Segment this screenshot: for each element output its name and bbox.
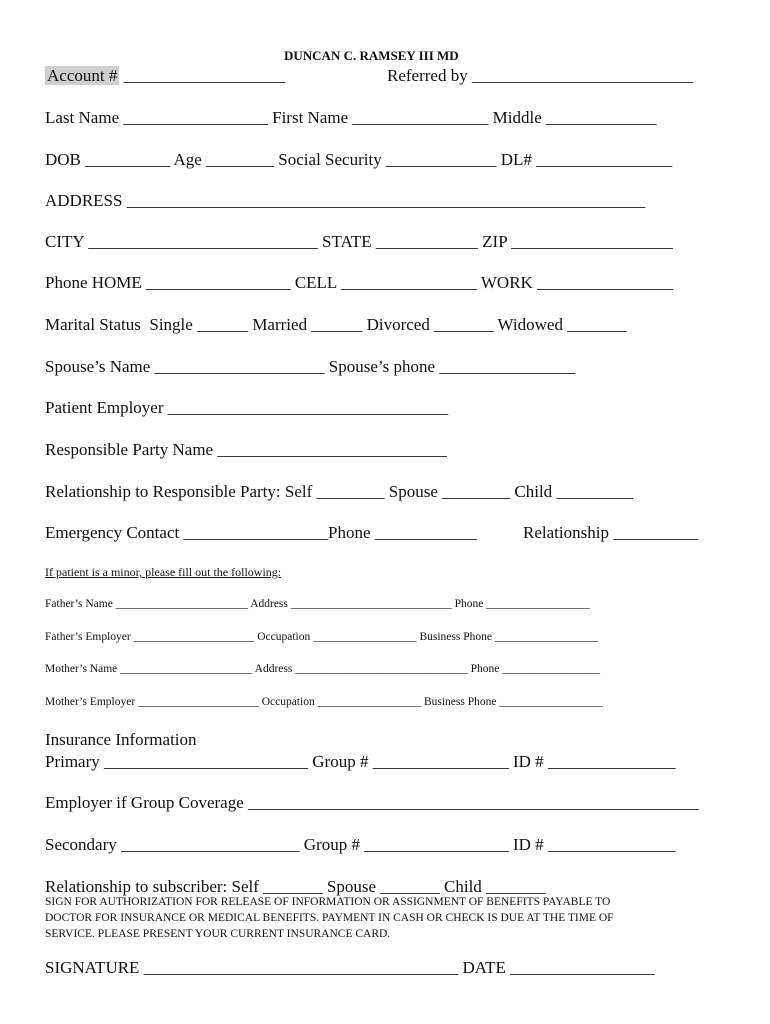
emergency-row: [45, 523, 477, 543]
married-field[interactable]: ______: [311, 315, 363, 334]
marital-row: [45, 315, 627, 335]
first-name-label: First Name: [272, 108, 349, 127]
father-occupation-field[interactable]: __________________: [313, 631, 417, 643]
mother-name-field[interactable]: _______________________: [120, 663, 253, 675]
cell-label: CELL: [294, 273, 337, 292]
authorization-line: SIGN FOR AUTHORIZATION FOR RELEASE OF INFORMATION OR ASSIGNMENT OF BENEFITS PAYABLE TO: [45, 896, 611, 908]
single-label: Single: [149, 315, 193, 334]
spouse-phone-label: Spouse’s phone: [328, 357, 436, 376]
authorization-line: SERVICE. PLEASE PRESENT YOUR CURRENT INSURANCE CARD.: [45, 928, 391, 940]
divorced-label: Divorced: [366, 315, 430, 334]
relationship-self-field[interactable]: ________: [316, 482, 385, 501]
father-employer-row: [45, 631, 598, 643]
authorization-line: DOCTOR FOR INSURANCE OR MEDICAL BENEFITS. PAYMENT IN CASH OR CHECK IS DUE AT THE TIME OF: [45, 912, 614, 924]
mother-employer-field[interactable]: _____________________: [138, 696, 259, 708]
relationship-child-label: Child: [514, 482, 553, 501]
primary-row: [45, 752, 675, 772]
referred-row: [387, 66, 693, 86]
dl-field[interactable]: ________________: [536, 150, 673, 169]
city-field[interactable]: ___________________________: [88, 232, 318, 251]
mother-phone-field[interactable]: _________________: [502, 663, 600, 675]
ssn-label: Social Security: [278, 150, 382, 169]
dob-field[interactable]: __________: [85, 150, 171, 169]
group-coverage-label: Employer if Group Coverage: [45, 793, 244, 812]
mother-occupation-label: Occupation: [261, 696, 315, 708]
patient-employer-field[interactable]: _________________________________: [167, 398, 449, 417]
secondary-label: Secondary: [45, 835, 117, 854]
primary-group-field[interactable]: ________________: [372, 752, 509, 771]
address-field[interactable]: _____________________________________________________________: [126, 191, 646, 210]
group-coverage-field[interactable]: _____________________________________________________: [248, 793, 699, 812]
work-label: WORK: [480, 273, 533, 292]
subscriber-child-label: Child: [444, 877, 482, 896]
dob-row: [45, 150, 672, 170]
subscriber-spouse-field[interactable]: _______: [380, 877, 440, 896]
secondary-field[interactable]: _____________________: [121, 835, 300, 854]
referred-field[interactable]: __________________________: [471, 66, 693, 85]
emergency-phone-label: Phone: [327, 523, 371, 542]
mother-occupation-field[interactable]: __________________: [317, 696, 422, 708]
subscriber-row: [45, 877, 546, 897]
subscriber-label: Relationship to subscriber: Self: [45, 877, 259, 896]
mother-name-label: Mother’s Name: [45, 663, 118, 675]
referred-label: Referred by: [387, 66, 468, 85]
doctor-name: DUNCAN C. RAMSEY III MD: [284, 48, 459, 63]
primary-label: Primary: [45, 752, 100, 771]
date-field[interactable]: _________________: [510, 958, 655, 977]
signature-label: SIGNATURE: [45, 958, 140, 977]
father-address-field[interactable]: ____________________________: [290, 598, 452, 610]
relationship-spouse-field[interactable]: ________: [442, 482, 511, 501]
signature-row: [45, 958, 655, 978]
mother-address-field[interactable]: ______________________________: [295, 663, 468, 675]
secondary-id-label: ID #: [512, 835, 544, 854]
emergency-label: Emergency Contact: [45, 523, 180, 542]
relationship-label: Relationship to Responsible Party: Self: [45, 482, 313, 501]
father-phone-label: Phone: [454, 598, 484, 610]
father-address-label: Address: [250, 598, 288, 610]
spouse-row: [45, 357, 575, 377]
responsible-label: Responsible Party Name: [45, 440, 214, 459]
relationship-spouse-label: Spouse: [388, 482, 438, 501]
primary-id-field[interactable]: _______________: [547, 752, 676, 771]
father-row: [45, 598, 590, 610]
emergency-relationship-field[interactable]: __________: [613, 523, 699, 542]
first-name-field[interactable]: ________________: [352, 108, 489, 127]
father-business-phone-field[interactable]: __________________: [494, 631, 599, 643]
emergency-relationship-label: Relationship: [523, 523, 609, 542]
age-label: Age: [173, 150, 202, 169]
signature-field[interactable]: _____________________________________: [143, 958, 459, 977]
married-label: Married: [252, 315, 308, 334]
relationship-child-field[interactable]: _________: [556, 482, 633, 501]
middle-label: Middle: [492, 108, 542, 127]
primary-group-label: Group #: [312, 752, 369, 771]
date-label: DATE: [462, 958, 506, 977]
secondary-group-label: Group #: [303, 835, 360, 854]
state-label: STATE: [322, 232, 372, 251]
secondary-group-field[interactable]: _________________: [364, 835, 509, 854]
spouse-name-field[interactable]: ____________________: [154, 357, 325, 376]
responsible-row: [45, 440, 447, 460]
father-employer-field[interactable]: _____________________: [133, 631, 255, 643]
subscriber-child-field[interactable]: _______: [486, 877, 546, 896]
mother-row: [45, 663, 600, 675]
cell-field[interactable]: ________________: [340, 273, 477, 292]
emergency-field[interactable]: _________________: [183, 523, 328, 542]
spouse-name-label: Spouse’s Name: [45, 357, 151, 376]
mother-employer-label: Mother’s Employer: [45, 696, 136, 708]
mother-business-phone-field[interactable]: __________________: [499, 696, 603, 708]
divorced-field[interactable]: _______: [434, 315, 494, 334]
widowed-label: Widowed: [497, 315, 563, 334]
home-phone-field[interactable]: _________________: [146, 273, 291, 292]
mother-address-label: Address: [254, 663, 293, 675]
father-business-phone-label: Business Phone: [419, 631, 492, 643]
emergency-relationship: [523, 523, 698, 543]
relationship-row: [45, 482, 633, 502]
patient-employer-label: Patient Employer: [45, 398, 164, 417]
dl-label: DL#: [500, 150, 532, 169]
work-field[interactable]: ________________: [537, 273, 674, 292]
subscriber-self-field[interactable]: _______: [263, 877, 323, 896]
emergency-phone-field[interactable]: ____________: [374, 523, 477, 542]
age-field[interactable]: ________: [206, 150, 275, 169]
father-employer-label: Father’s Employer: [45, 631, 131, 643]
primary-field[interactable]: ________________________: [104, 752, 309, 771]
ssn-field[interactable]: _____________: [385, 150, 497, 169]
phone-row: [45, 273, 673, 293]
name-row: [45, 108, 657, 128]
city-row: [45, 232, 673, 252]
mother-phone-label: Phone: [470, 663, 500, 675]
home-phone-label: Phone HOME: [45, 273, 142, 292]
father-name-field[interactable]: _______________________: [115, 598, 248, 610]
city-label: CITY: [45, 232, 85, 251]
secondary-row: [45, 835, 675, 855]
account-label: Account #: [47, 66, 118, 85]
secondary-id-field[interactable]: _______________: [547, 835, 676, 854]
father-occupation-label: Occupation: [257, 631, 311, 643]
dob-label: DOB: [45, 150, 81, 169]
account-field[interactable]: ___________________: [123, 66, 286, 85]
subscriber-spouse-label: Spouse: [326, 877, 377, 896]
marital-label: Marital Status: [45, 315, 141, 334]
middle-field[interactable]: _____________: [546, 108, 657, 127]
address-row: [45, 191, 645, 211]
address-label: ADDRESS: [45, 191, 123, 210]
last-name-label: Last Name: [45, 108, 120, 127]
state-field[interactable]: ____________: [375, 232, 478, 251]
zip-label: ZIP: [482, 232, 508, 251]
insurance-heading: Insurance Information: [45, 730, 197, 749]
mother-business-phone-label: Business Phone: [423, 696, 497, 708]
spouse-phone-field[interactable]: ________________: [439, 357, 576, 376]
father-phone-field[interactable]: __________________: [486, 598, 590, 610]
patient-employer-row: [45, 398, 448, 418]
widowed-field[interactable]: _______: [567, 315, 627, 334]
zip-field[interactable]: ___________________: [511, 232, 673, 251]
mother-employer-row: [45, 696, 603, 708]
single-field[interactable]: ______: [197, 315, 249, 334]
minor-note: If patient is a minor, please fill out the following:: [45, 565, 282, 579]
group-coverage-row: [45, 793, 699, 813]
account-row: [45, 66, 285, 86]
responsible-field[interactable]: ___________________________: [217, 440, 447, 459]
father-name-label: Father’s Name: [45, 598, 113, 610]
primary-id-label: ID #: [512, 752, 544, 771]
last-name-field[interactable]: _________________: [123, 108, 268, 127]
